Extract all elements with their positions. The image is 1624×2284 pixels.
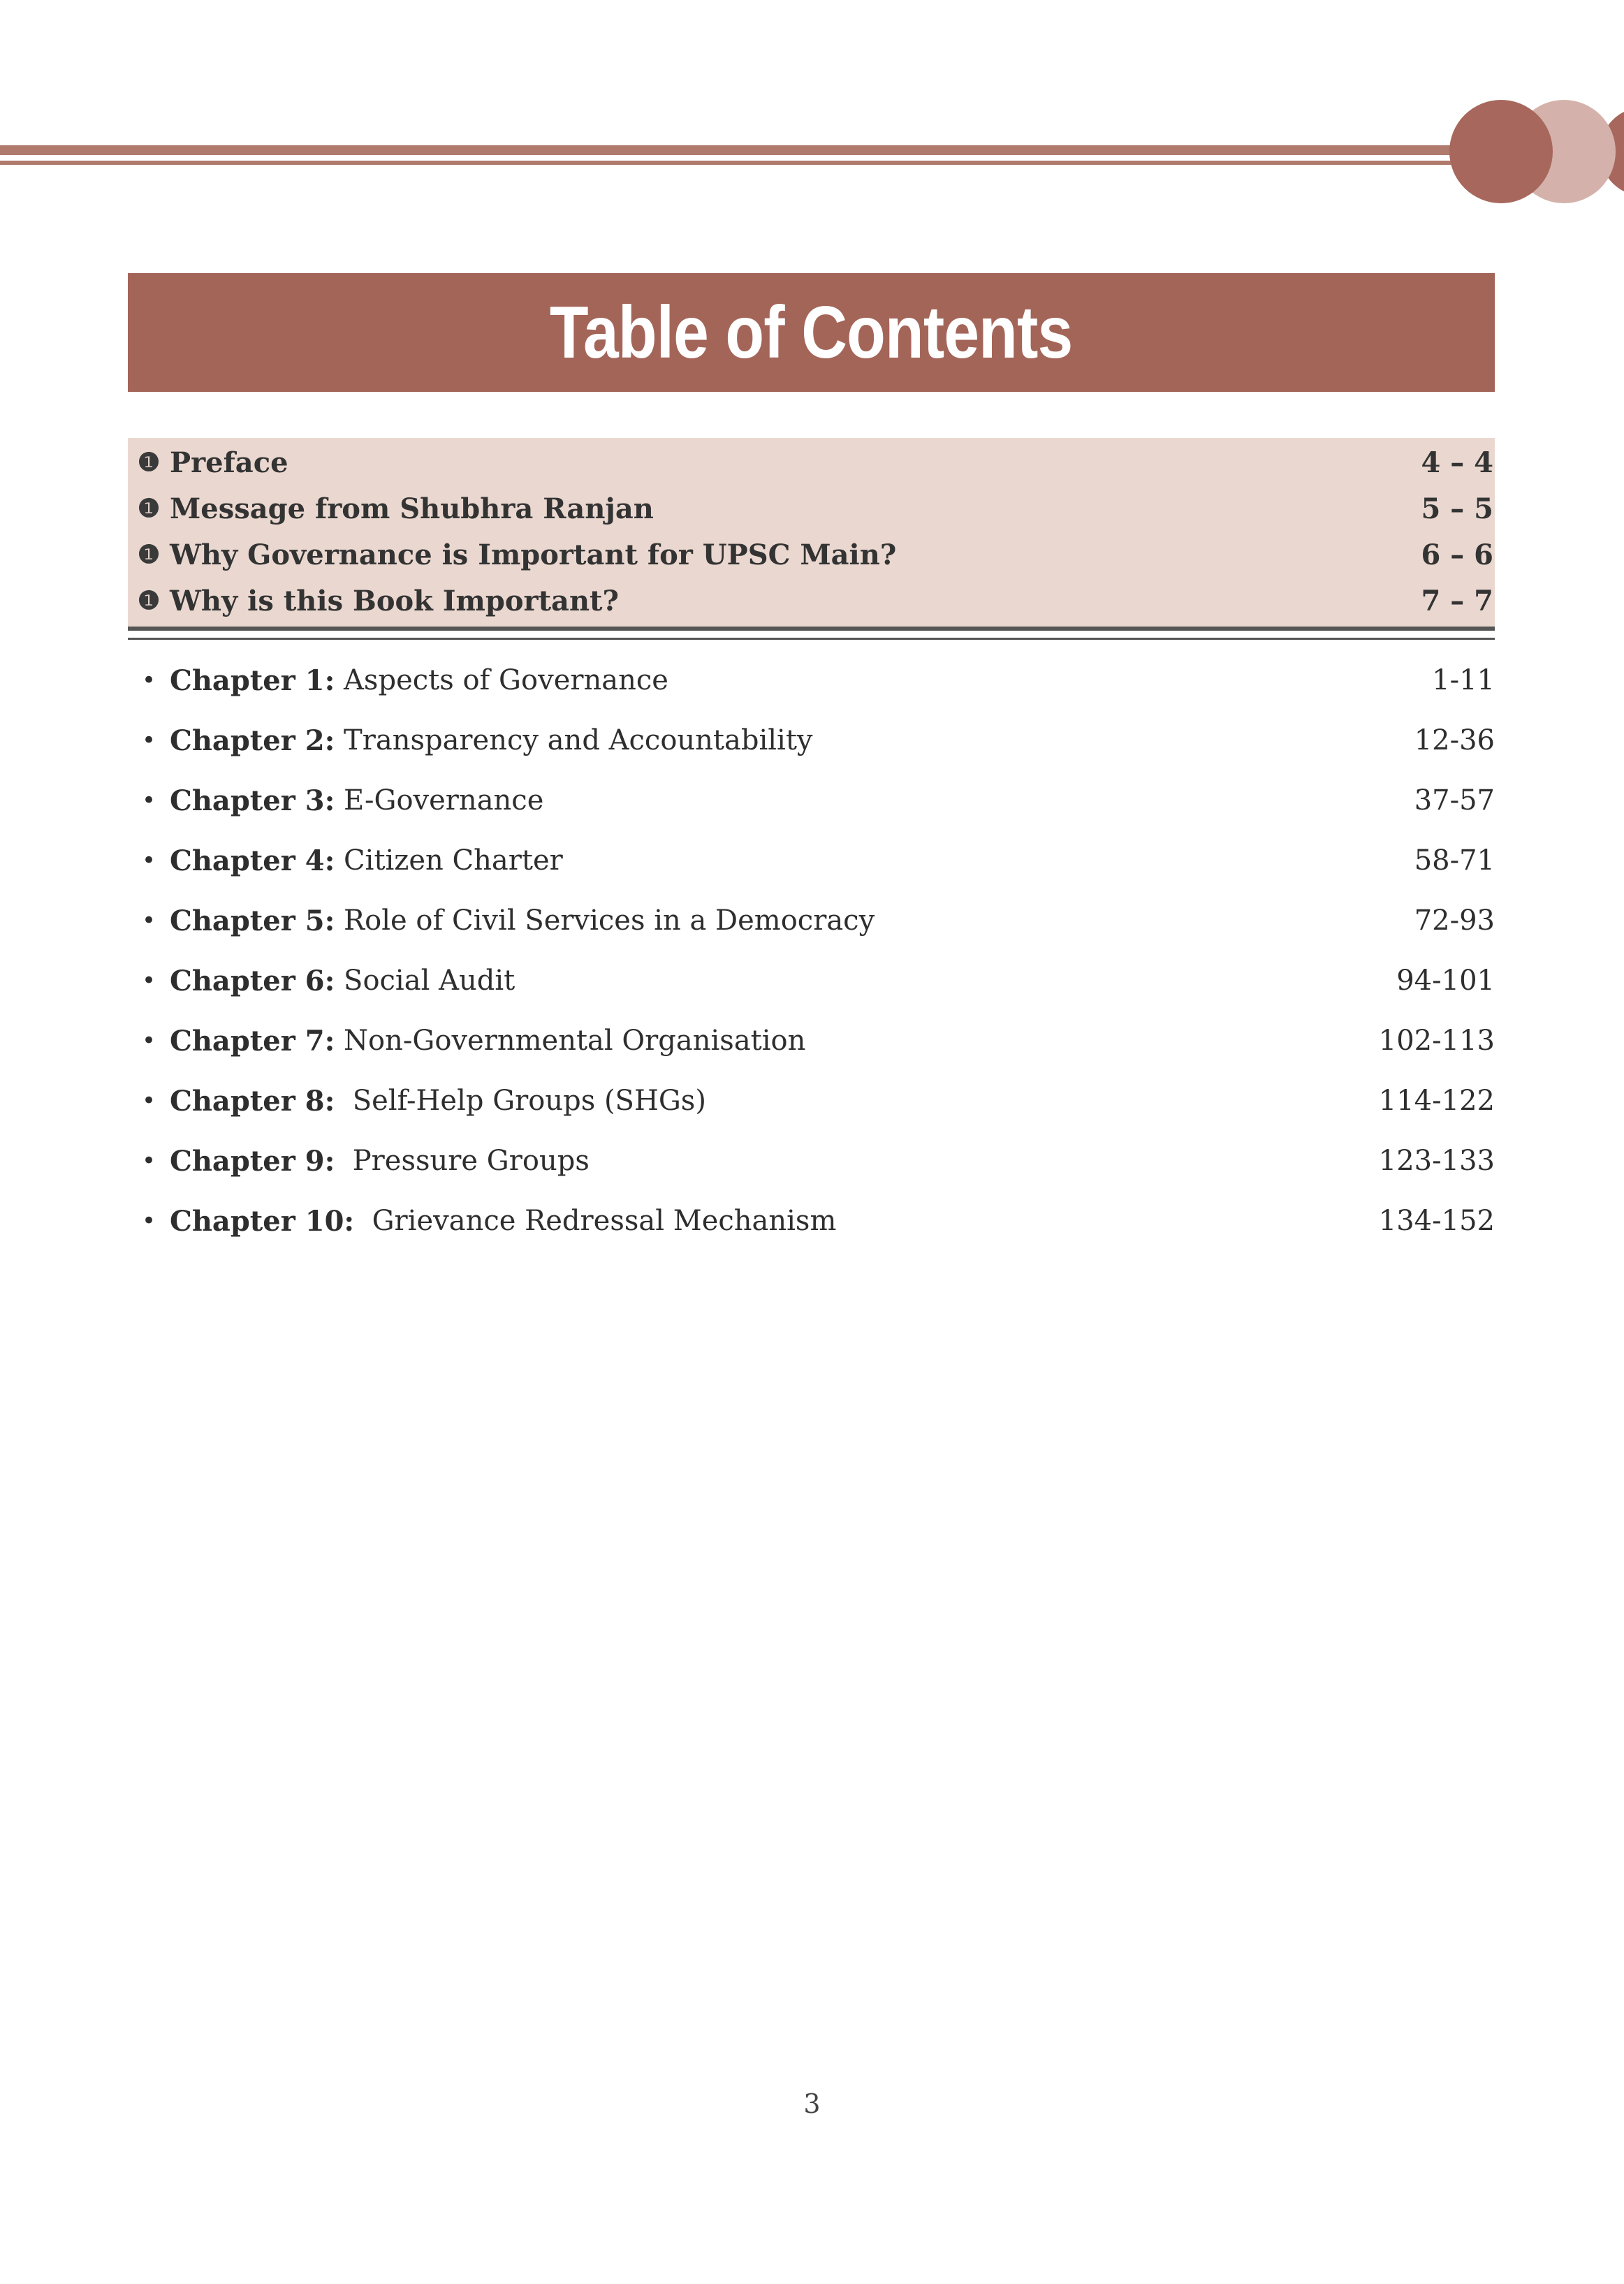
page-number: 3 — [803, 2088, 821, 2119]
front-matter-pages: 6 – 6 — [1421, 538, 1493, 571]
front-matter-label: Message from Shubhra Ranjan — [170, 492, 654, 525]
bookmark-icon: ❶ — [137, 540, 161, 569]
chapter-number: Chapter 3: — [170, 784, 335, 817]
section-divider-thin — [128, 638, 1495, 640]
bullet-icon: • — [141, 847, 156, 874]
chapter-pages: 102-113 — [1378, 1025, 1495, 1057]
front-matter-pages: 7 – 7 — [1421, 584, 1493, 617]
chapter-entry[interactable] — [128, 958, 1495, 1004]
chapter-title: Social Audit — [335, 965, 515, 997]
bullet-icon: • — [141, 967, 156, 995]
front-matter-label: Preface — [170, 446, 288, 479]
chapter-entry[interactable] — [128, 1018, 1495, 1064]
bookmark-icon: ❶ — [137, 586, 161, 615]
bullet-icon: • — [141, 786, 156, 814]
chapter-pages: 123-133 — [1378, 1145, 1495, 1177]
bullet-icon: • — [141, 1207, 156, 1235]
chapter-title: Aspects of Governance — [335, 664, 668, 696]
chapter-title: Pressure Groups — [335, 1145, 590, 1177]
bullet-icon: • — [141, 726, 156, 754]
bullet-icon: • — [141, 666, 156, 694]
chapter-title: Transparency and Accountability — [335, 724, 813, 756]
chapter-number: Chapter 7: — [170, 1024, 335, 1057]
chapter-number: Chapter 10: — [170, 1204, 355, 1238]
front-matter-pages: 5 – 5 — [1421, 492, 1493, 525]
chapter-title: Citizen Charter — [335, 844, 563, 877]
chapter-entry[interactable] — [128, 898, 1495, 944]
page-title: Table of Contents — [550, 291, 1073, 374]
chapter-title: Self-Help Groups (SHGs) — [335, 1085, 706, 1117]
front-matter-item[interactable] — [128, 488, 1495, 529]
front-matter-item[interactable] — [128, 534, 1495, 576]
chapter-pages: 114-122 — [1378, 1085, 1495, 1117]
chapter-title: E-Governance — [335, 784, 544, 817]
chapter-number: Chapter 9: — [170, 1144, 335, 1178]
chapter-title: Role of Civil Services in a Democracy — [335, 905, 875, 937]
chapter-number: Chapter 4: — [170, 844, 335, 877]
bookmark-icon: ❶ — [137, 494, 161, 523]
header-rule-thick — [0, 145, 1467, 155]
chapter-number: Chapter 5: — [170, 904, 335, 937]
chapter-pages: 134-152 — [1378, 1205, 1495, 1237]
chapter-pages: 37-57 — [1414, 784, 1495, 817]
chapter-pages: 1-11 — [1432, 664, 1495, 696]
header-rule-thin — [0, 161, 1467, 165]
chapter-pages: 72-93 — [1414, 905, 1495, 937]
chapter-title: Non-Governmental Organisation — [335, 1025, 806, 1057]
front-matter-item[interactable] — [128, 441, 1495, 483]
title-banner — [128, 273, 1495, 392]
decorative-circle-dark — [1449, 100, 1553, 203]
bullet-icon: • — [141, 1027, 156, 1055]
chapter-entry[interactable] — [128, 1138, 1495, 1184]
chapter-pages: 12-36 — [1414, 724, 1495, 756]
front-matter-item[interactable] — [128, 580, 1495, 622]
chapter-pages: 58-71 — [1414, 844, 1495, 877]
section-divider-thick — [128, 627, 1495, 631]
bullet-icon: • — [141, 1147, 156, 1175]
chapter-number: Chapter 1: — [170, 664, 335, 697]
chapter-entry[interactable] — [128, 1198, 1495, 1244]
chapter-entry[interactable] — [128, 777, 1495, 823]
chapter-pages: 94-101 — [1396, 965, 1495, 997]
front-matter-label: Why is this Book Important? — [170, 584, 619, 617]
chapter-number: Chapter 2: — [170, 724, 335, 757]
front-matter-list — [128, 438, 1495, 627]
chapter-entry[interactable] — [128, 657, 1495, 703]
chapter-entry[interactable] — [128, 837, 1495, 884]
chapter-title: Grievance Redressal Mechanism — [354, 1205, 837, 1237]
front-matter-label: Why Governance is Important for UPSC Main? — [170, 538, 897, 571]
bullet-icon: • — [141, 1087, 156, 1115]
bullet-icon: • — [141, 907, 156, 935]
bookmark-icon: ❶ — [137, 448, 161, 477]
chapter-entry[interactable] — [128, 717, 1495, 763]
chapter-number: Chapter 6: — [170, 964, 335, 997]
chapter-entry[interactable] — [128, 1078, 1495, 1124]
chapter-number: Chapter 8: — [170, 1084, 335, 1118]
front-matter-pages: 4 – 4 — [1421, 446, 1493, 479]
